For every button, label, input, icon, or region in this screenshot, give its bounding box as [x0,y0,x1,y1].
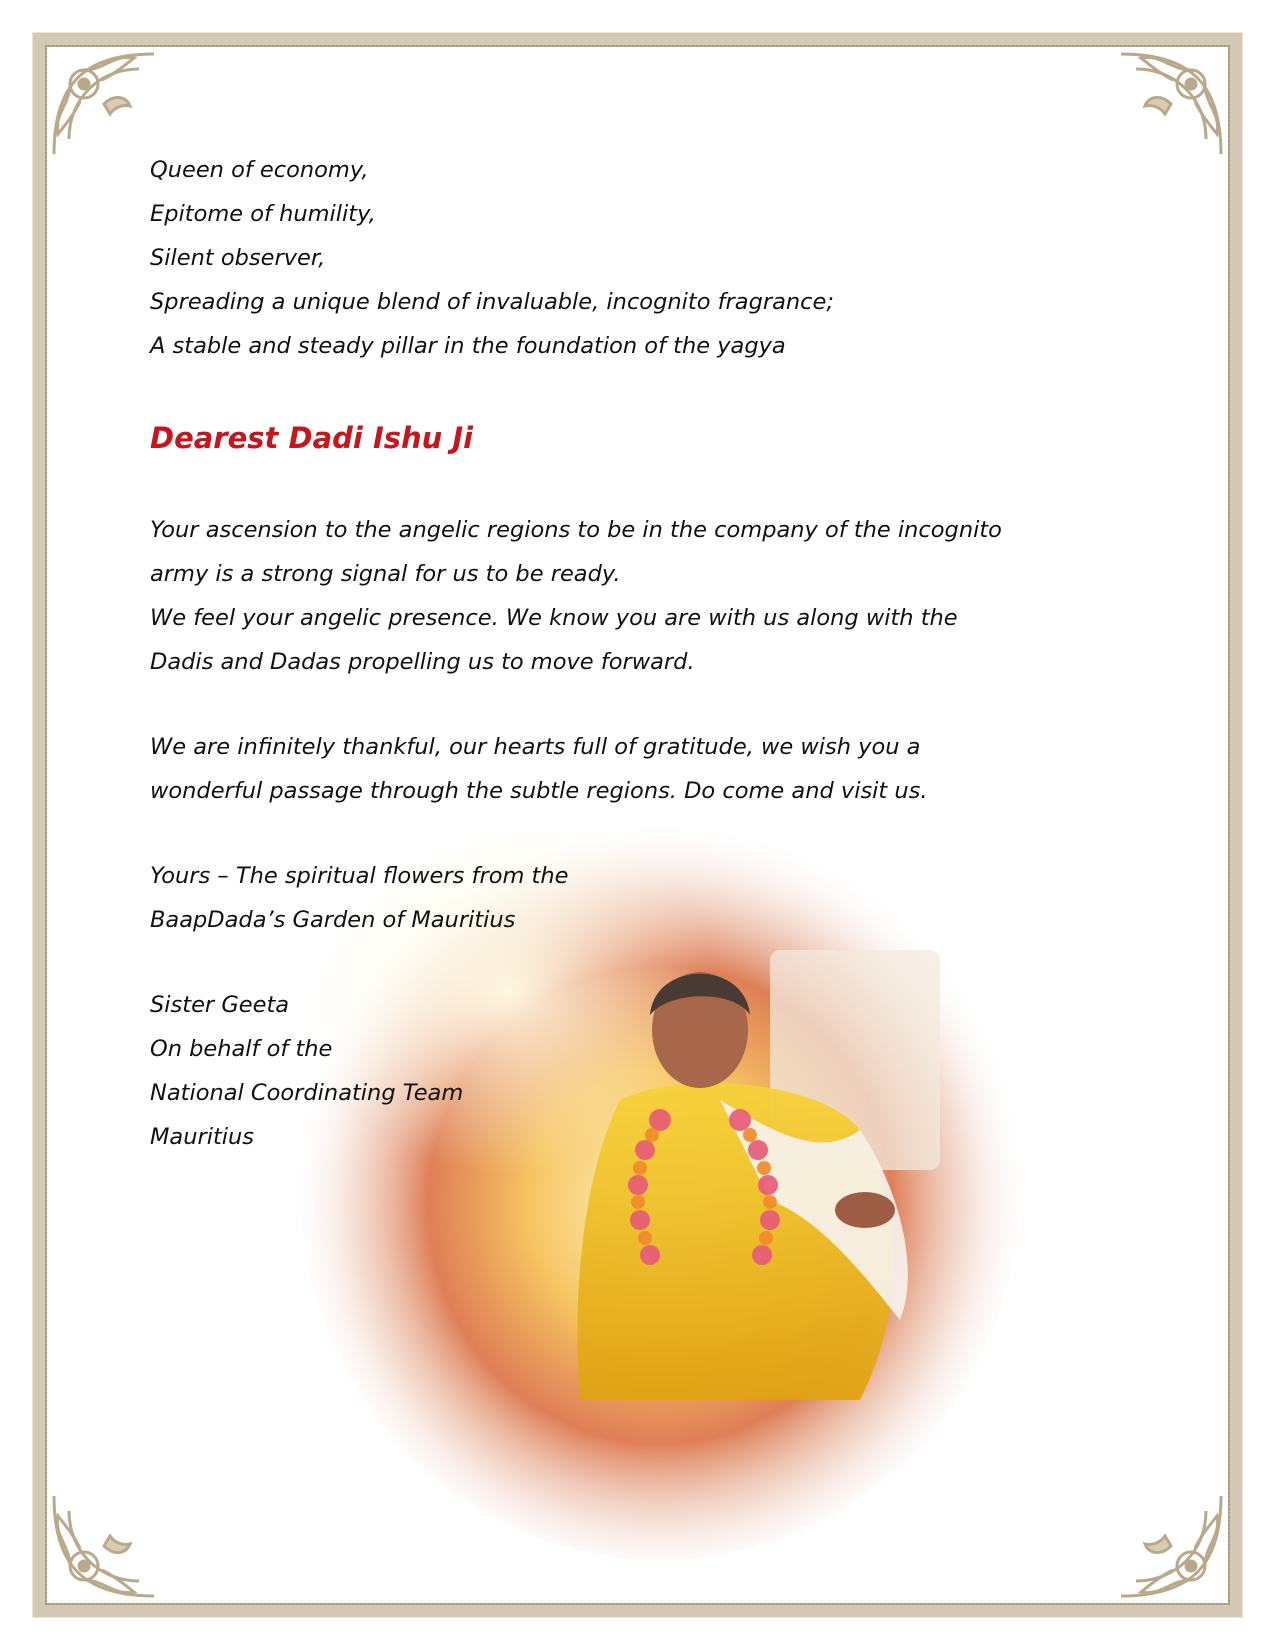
corner-ornament-icon [1111,44,1231,164]
signature-line: Sister Geeta [150,992,290,1018]
poem-line: Queen of economy, [150,157,369,183]
paragraph-line: We are infinitely thankful, our hearts full of gratitude, we wish you a [150,734,921,760]
signature-line: National Coordinating Team [150,1080,464,1106]
letter-body [150,148,1110,1159]
poem-line: Spreading a unique blend of invaluable, incognito fragrance; [150,289,834,315]
corner-ornament-icon [1111,1486,1231,1606]
signature-line: On behalf of the [150,1036,333,1062]
poem [150,148,1110,368]
signature-line: Mauritius [150,1124,255,1150]
paragraph-line: army is a strong signal for us to be ready. [150,561,621,587]
corner-ornament-icon [44,44,164,164]
salutation-heading: Dearest Dadi Ishu Ji [150,421,474,455]
corner-ornament-icon [44,1486,164,1606]
closing-line: BaapDada’s Garden of Mauritius [150,907,516,933]
paragraph-line: Dadis and Dadas propelling us to move forward. [150,649,695,675]
paragraph-line: wonderful passage through the subtle regions. Do come and visit us. [150,778,928,804]
closing [150,854,1110,942]
paragraph-gratitude [150,725,1110,813]
poem-line: Epitome of humility, [150,201,376,227]
paragraph-line: Your ascension to the angelic regions to be in the company of the incognito [150,517,1002,543]
closing-line: Yours – The spiritual flowers from the [150,863,569,889]
poem-line: A stable and steady pillar in the foundation of the yagya [150,333,786,359]
poem-line: Silent observer, [150,245,326,271]
paragraph-ascension [150,508,1110,684]
paragraph-line: We feel your angelic presence. We know you are with us along with the [150,605,958,631]
signature [150,983,1110,1159]
